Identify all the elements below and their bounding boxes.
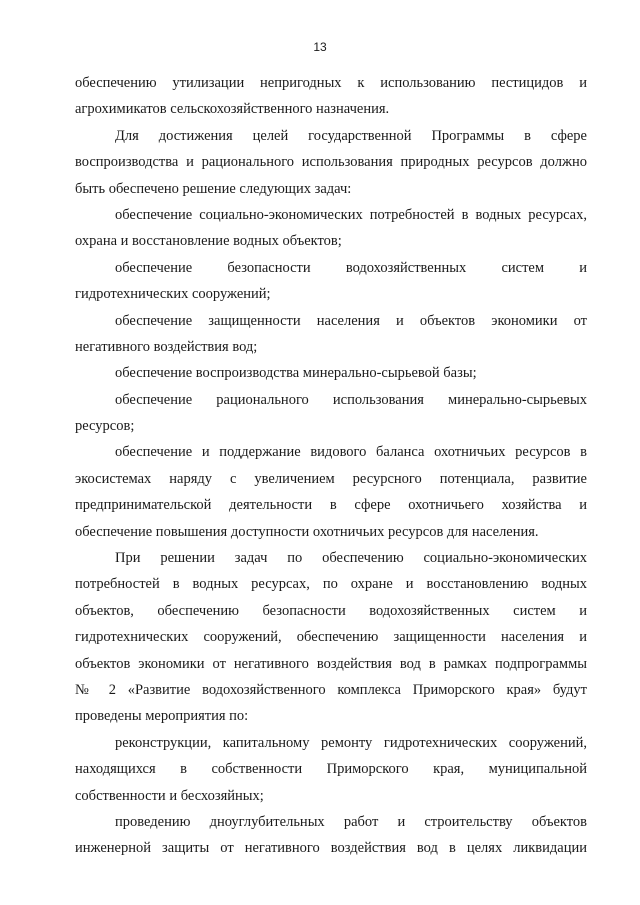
text-line: объектов, обеспечению безопасности водохозяйственных систем и	[75, 602, 587, 619]
text-line: реконструкции, капитальному ремонту гидротехнических сооружений,	[115, 734, 587, 751]
text-line: гидротехнических сооружений, обеспечению защищенности населения и	[75, 629, 587, 646]
text-line: объектов экономики от негативного воздействия вод в рамках подпрограммы	[75, 655, 587, 672]
text-line: агрохимикатов сельскохозяйственного назначения.	[75, 101, 390, 118]
text-line: экосистемах наряду с увеличением ресурсного потенциала, развитие	[75, 470, 587, 487]
text-line: обеспечение рационального использования минерально-сырьевых	[115, 391, 587, 408]
text-line: обеспечение повышения доступности охотничьих ресурсов для населения.	[75, 523, 539, 540]
text-line: предпринимательской деятельности в сфере охотничьего хозяйства и	[75, 497, 587, 514]
text-line: негативного воздействия вод;	[75, 338, 258, 355]
text-line: обеспечение воспроизводства минерально-сырьевой базы;	[115, 365, 477, 382]
text-line: воспроизводства и рационального использования природных ресурсов должно	[75, 154, 587, 171]
page-number: 13	[313, 40, 327, 54]
text-line: обеспечение безопасности водохозяйственных систем и	[115, 259, 587, 276]
document-body	[75, 70, 587, 862]
text-line: находящихся в собственности Приморского края, муниципальной	[75, 761, 587, 778]
text-line: проведению дноуглубительных работ и строительству объектов	[115, 813, 587, 830]
text-line: ресурсов;	[75, 418, 135, 435]
text-line: проведены мероприятия по:	[75, 708, 249, 725]
text-line: Для достижения целей государственной Программы в сфере	[115, 127, 587, 144]
text-line: № 2 «Развитие водохозяйственного комплекса Приморского края» будут	[75, 681, 587, 698]
text-line: обеспечение социально-экономических потребностей в водных ресурсах,	[115, 206, 587, 223]
text-line: быть обеспечено решение следующих задач:	[75, 180, 352, 197]
text-line: охрана и восстановление водных объектов;	[75, 233, 342, 250]
text-line: При решении задач по обеспечению социально-экономических	[115, 550, 587, 567]
text-line: инженерной защиты от негативного воздействия вод в целях ликвидации	[75, 840, 587, 857]
text-line: потребностей в водных ресурсах, по охране и восстановлению водных	[75, 576, 587, 593]
text-line: обеспечение и поддержание видового баланса охотничьих ресурсов в	[115, 444, 587, 461]
text-line: собственности и бесхозяйных;	[75, 787, 264, 804]
text-line: гидротехнических сооружений;	[75, 286, 271, 303]
text-line: обеспечению утилизации непригодных к использованию пестицидов и	[75, 75, 587, 91]
text-line: обеспечение защищенности населения и объектов экономики от	[115, 312, 587, 329]
